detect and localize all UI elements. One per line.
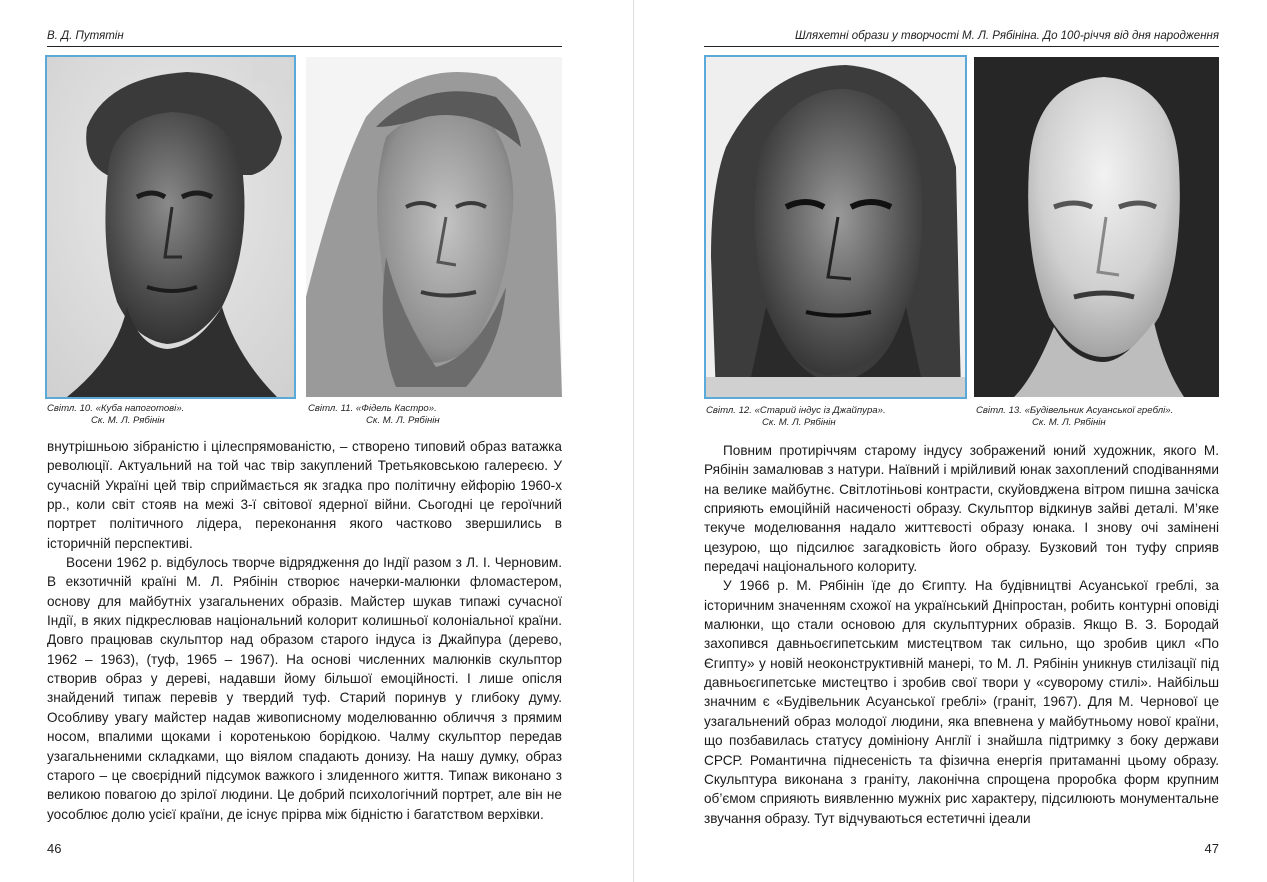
- caption-author: Ск. М. Л. Рябінін: [762, 416, 836, 428]
- paragraph: Восени 1962 р. відбулось творче відрядження до Індії разом з Л. І. Черновим. В екзотичній країні М. Л. Рябінін створює начерки-малюнки фломастером, основу для майбутніх узагальнених образів. Майстер шукав типажі сучасної Індії, в яких підкреслював національний колорит колишньої колоніальної країни. Довго працював скульптор над образом старого індуса із Джайпура (дерево, 1962 – 1963), (туф, 1965 – 1967). На основі численних малюнків скульптор створив образ у дереві, надавши йому більшої емоційності. І лише опісля знайдений типаж перевів у твердий туф. Старий поринув у глибоку думу. Особливу увагу майстер надав живописному моделюванню обличчя з прямим носом, впалими щоками і коротенькою борідкою. Чалму скульптор передав узагальненими складками, що віялом спадають донизу. На нашу думку, образ старого – це своєрідний підсумок важкого і злиденного життя. Типаж виконано з великою повагою до зрілої людини. Це добрий психологічний портрет, але він не уособлює долю усієї країни, де існує прірва між бідністю і багатством верхівки.: [47, 555, 562, 822]
- running-head-right: Шляхетні образи у творчості М. Л. Рябініна. До 100-річчя від дня народження: [794, 30, 1219, 42]
- caption-title: Світл. 10. «Куба напоготові».: [47, 403, 185, 414]
- caption-author: Ск. М. Л. Рябінін: [1032, 416, 1106, 428]
- photo-cuba-ready[interactable]: [47, 57, 294, 397]
- header-rule-left: [47, 46, 562, 47]
- caption-title: Світл. 13. «Будівельник Асуанської греблі».: [976, 405, 1174, 416]
- paragraph: Повним протиріччям старому індусу зображений юний художник, якого М. Рябінін замалював з натури. Наївний і мрійливий юнак захоплений сподіваннями на велике майбутнє. Світлотіньові контрасти, скуйовджена вітром пишна зачіска сприяють емоційній насиченості образу. Скульптор відкинув зайві деталі. М’яке текуче моделювання надало життєвості образу юнака. І знову очі замінені цезурою, що підсилює загадковість його образу. Бузковий тон туфу сприяв передачі національного колориту.: [704, 443, 1219, 575]
- photo-fidel-castro[interactable]: [306, 57, 562, 397]
- caption-fig-10: [47, 403, 287, 426]
- photo-aswan-dam-builder[interactable]: [974, 57, 1219, 397]
- paragraph: внутрішньою зібраністю і цілеспрямованістю, – створено типовий образ ватажка революції. Актуальний на той час твір закуплений Третьяковською галереєю. У сучасній Україні цей твір сприймається як згадка про політичну ейфорію 1960-х рр., коли світ стояв на межі 3-ї світової ядерної війни. Сьогодні це героїчний портрет політичного лідера, переконання якого частково звершились в історичній перспективі.: [47, 439, 562, 551]
- header-rule-right: [704, 46, 1219, 47]
- photo-old-hindu-jaipur[interactable]: [706, 57, 965, 397]
- caption-fig-11: [308, 403, 558, 426]
- sculpture-photo-icon: [47, 57, 294, 397]
- body-text-right: [704, 441, 1219, 828]
- paragraph: У 1966 р. М. Рябінін їде до Єгипту. На будівництві Асуанської греблі, за історичним значенням схожої на український Дніпростан, робить контурні оповіді малюнки, що стали основою для скульптурних образів. Якщо В. З. Бородай захопився давньоєгипетським мистецтвом так сильно, що зробив цикл «По Єгипту» у новій неоконструктивній манері, то М. Л. Рябінін уникнув стилізації під давньоєгипетське мистецтво і зробив свої твори у «суворому стилі». Найбільш значним є «Будівельник Асуанської греблі» (граніт, 1967). Для М. Чернової це узагальнений образ молодої людини, яка впевнена у майбутньому нової країни, що позбавилась статусу домініону Англії і знайшла підтримку з боку держави СРСР. Романтична піднесеність та фізична енергія притаманні цьому образу. Скульптура виконана з граніту, лаконічна спрощена проробка форм крупним об’ємом сприяють виявленню мужніх рис характеру, підсилюють монументальне звучання образу. Тут відчуваються естетичні ідеали: [704, 578, 1219, 826]
- running-head-left: В. Д. Путятін: [47, 30, 124, 42]
- right-page: [634, 0, 1267, 882]
- caption-fig-13: [976, 405, 1221, 428]
- sculpture-photo-icon: [974, 57, 1219, 397]
- caption-fig-12: [706, 405, 961, 428]
- caption-author: Ск. М. Л. Рябінін: [366, 414, 440, 426]
- body-text-left: [47, 437, 562, 824]
- caption-title: Світл. 12. «Старий індус із Джайпура».: [706, 405, 886, 416]
- sculpture-photo-icon: [306, 57, 562, 397]
- page-number-right: 47: [1204, 841, 1219, 856]
- page-number-left: 46: [47, 841, 62, 856]
- sculpture-photo-icon: [706, 57, 965, 397]
- caption-author: Ск. М. Л. Рябінін: [91, 414, 165, 426]
- left-page: [0, 0, 633, 882]
- caption-title: Світл. 11. «Фідель Кастро».: [308, 403, 437, 414]
